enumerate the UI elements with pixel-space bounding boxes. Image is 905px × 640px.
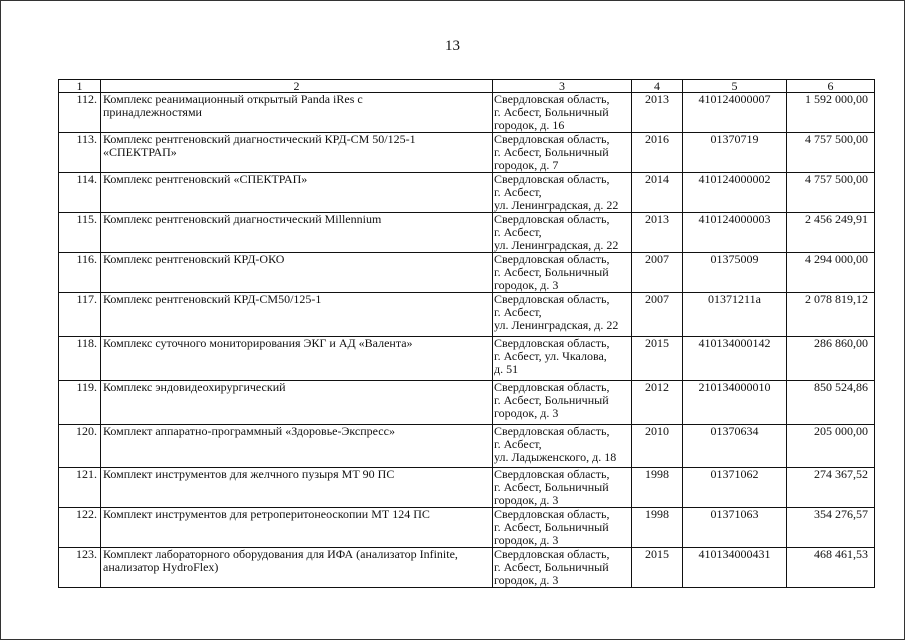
item-address-line: г. Асбест, Больничный — [494, 393, 609, 407]
item-year — [632, 253, 683, 293]
item-year-text: 2013 — [645, 212, 669, 226]
item-address — [493, 468, 632, 508]
item-inventory-number-text: 01370719 — [710, 132, 759, 146]
item-inventory-number — [683, 173, 787, 213]
col-header-4: 4 — [632, 80, 683, 93]
item-address-line: г. Асбест, Больничный — [494, 265, 609, 279]
item-name-line: Комплекс рентгеновский КРД-ОКО — [103, 252, 285, 266]
item-cost — [787, 93, 875, 133]
item-address — [493, 548, 632, 588]
item-address-line: г. Асбест, Больничный — [494, 480, 609, 494]
item-address-line: городок, д. 3 — [494, 533, 559, 547]
item-name-line: «СПЕКТРАП» — [103, 145, 177, 159]
row-number-text: 115. — [76, 212, 97, 226]
item-cost-text: 850 524,86 — [814, 380, 868, 394]
item-year — [632, 337, 683, 381]
item-address-line: д. 51 — [494, 362, 519, 376]
item-address-line: г. Асбест, Больничный — [494, 520, 609, 534]
item-cost-text: 4 757 500,00 — [805, 132, 868, 146]
table-row — [59, 253, 875, 293]
item-address-line: ул. Ленинградская, д. 22 — [494, 238, 619, 252]
item-inventory-number-text: 01370634 — [710, 424, 759, 438]
item-inventory-number — [683, 93, 787, 133]
table-row — [59, 93, 875, 133]
item-name — [101, 381, 493, 425]
item-name — [101, 293, 493, 337]
item-address-line: ул. Ленинградская, д. 22 — [494, 318, 619, 332]
table-body — [59, 93, 875, 588]
table-row — [59, 381, 875, 425]
item-inventory-number — [683, 293, 787, 337]
item-cost — [787, 508, 875, 548]
item-name — [101, 213, 493, 253]
item-address — [493, 253, 632, 293]
row-number — [59, 133, 101, 173]
item-name-line: Комплекс эндовидеохирургический — [103, 380, 286, 394]
item-inventory-number — [683, 381, 787, 425]
item-address-line: городок, д. 16 — [494, 118, 565, 132]
item-cost-text: 274 367,52 — [814, 467, 868, 481]
item-year-text: 2014 — [645, 172, 669, 186]
item-year-text: 1998 — [645, 467, 669, 481]
col-header-2: 2 — [101, 80, 493, 93]
row-number — [59, 548, 101, 588]
row-number-text: 123. — [76, 547, 97, 561]
item-cost — [787, 213, 875, 253]
row-number-text: 119. — [76, 380, 97, 394]
row-number-text: 118. — [76, 336, 97, 350]
row-number — [59, 381, 101, 425]
item-name — [101, 425, 493, 468]
item-address-line: г. Асбест, — [494, 437, 542, 451]
item-name — [101, 508, 493, 548]
item-name-line: Комплекс суточного мониторирования ЭКГ и АД «Валента» — [103, 336, 413, 350]
page-number: 13 — [445, 38, 460, 54]
table-row — [59, 508, 875, 548]
row-number — [59, 425, 101, 468]
item-address-line: городок, д. 3 — [494, 278, 559, 292]
table-row — [59, 213, 875, 253]
item-name-line: Комплекс рентгеновский диагностический КРД-СМ 50/125-1 — [103, 132, 416, 146]
item-address-line: Свердловская область, — [494, 252, 610, 266]
item-address-line: г. Асбест, — [494, 185, 542, 199]
item-year — [632, 213, 683, 253]
item-address-line: г. Асбест, ул. Чкалова, — [494, 349, 607, 363]
item-cost — [787, 468, 875, 508]
row-number-text: 113. — [76, 132, 97, 146]
item-cost-text: 4 294 000,00 — [805, 252, 868, 266]
item-inventory-number — [683, 133, 787, 173]
item-inventory-number-text: 01375009 — [710, 252, 759, 266]
row-number — [59, 293, 101, 337]
item-cost — [787, 133, 875, 173]
item-name — [101, 133, 493, 173]
item-year-text: 2007 — [645, 292, 669, 306]
item-inventory-number — [683, 508, 787, 548]
item-name — [101, 548, 493, 588]
item-address-line: ул. Ладыженского, д. 18 — [494, 450, 617, 464]
item-address-line: г. Асбест, Больничный — [494, 145, 609, 159]
item-year-text: 1998 — [645, 507, 669, 521]
item-inventory-number-text: 410124000002 — [698, 172, 771, 186]
item-year — [632, 425, 683, 468]
item-cost-text: 1 592 000,00 — [805, 92, 868, 106]
item-inventory-number — [683, 213, 787, 253]
item-address-line: Свердловская область, — [494, 132, 610, 146]
item-address — [493, 133, 632, 173]
item-year — [632, 93, 683, 133]
item-address — [493, 213, 632, 253]
table-row — [59, 293, 875, 337]
col-header-5: 5 — [683, 80, 787, 93]
item-name-line: анализатор HydroFlex) — [103, 560, 219, 574]
item-year-text: 2015 — [645, 336, 669, 350]
item-cost-text: 354 276,57 — [814, 507, 868, 521]
row-number-text: 117. — [76, 292, 97, 306]
item-year-text: 2016 — [645, 132, 669, 146]
col-header-3: 3 — [493, 80, 632, 93]
item-address-line: Свердловская область, — [494, 336, 610, 350]
item-name-line: Комплекс рентгеновский КРД-СМ50/125-1 — [103, 292, 322, 306]
row-number-text: 114. — [76, 172, 97, 186]
row-number — [59, 93, 101, 133]
item-name — [101, 93, 493, 133]
item-cost-text: 468 461,53 — [814, 547, 868, 561]
row-number — [59, 253, 101, 293]
item-year-text: 2007 — [645, 252, 669, 266]
item-name — [101, 173, 493, 213]
item-year-text: 2010 — [645, 424, 669, 438]
table-row — [59, 425, 875, 468]
item-address-line: Свердловская область, — [494, 212, 610, 226]
item-year-text: 2015 — [645, 547, 669, 561]
item-address-line: Свердловская область, — [494, 92, 610, 106]
row-number-text: 121. — [76, 467, 97, 481]
item-cost — [787, 173, 875, 213]
item-year — [632, 173, 683, 213]
item-address-line: Свердловская область, — [494, 380, 610, 394]
row-number-text: 116. — [76, 252, 97, 266]
table-row — [59, 548, 875, 588]
item-inventory-number — [683, 548, 787, 588]
item-address-line: городок, д. 3 — [494, 493, 559, 507]
item-name-line: Комплект лабораторного оборудования для ИФА (анализатор Infinite, — [103, 547, 458, 561]
row-number-text: 112. — [76, 92, 97, 106]
col-header-6: 6 — [787, 80, 875, 93]
item-name-line: Комплекс рентгеновский диагностический Millennium — [103, 212, 382, 226]
item-address-line: Свердловская область, — [494, 467, 610, 481]
item-address-line: Свердловская область, — [494, 507, 610, 521]
item-name-line: принадлежностями — [103, 105, 202, 119]
item-name — [101, 337, 493, 381]
row-number — [59, 468, 101, 508]
item-address — [493, 425, 632, 468]
item-inventory-number — [683, 425, 787, 468]
table-row — [59, 337, 875, 381]
row-number — [59, 213, 101, 253]
item-address-line: г. Асбест, — [494, 305, 542, 319]
item-inventory-number-text: 410124000007 — [698, 92, 771, 106]
item-name-line: Комплект инструментов для ретроперитонеоскопии МТ 124 ПС — [103, 507, 430, 521]
item-address-line: Свердловская область, — [494, 172, 610, 186]
item-name — [101, 253, 493, 293]
table-row — [59, 468, 875, 508]
item-cost-text: 4 757 500,00 — [805, 172, 868, 186]
item-inventory-number — [683, 468, 787, 508]
row-number — [59, 337, 101, 381]
item-name-line: Комплект аппаратно-программный «Здоровье-Экспресс» — [103, 424, 395, 438]
item-inventory-number — [683, 337, 787, 381]
item-cost — [787, 337, 875, 381]
item-address-line: г. Асбест, Больничный — [494, 560, 609, 574]
item-address — [493, 381, 632, 425]
item-cost-text: 286 860,00 — [814, 336, 868, 350]
table-header-row — [59, 80, 875, 93]
item-address-line: Свердловская область, — [494, 547, 610, 561]
row-number — [59, 173, 101, 213]
item-address-line: г. Асбест, — [494, 225, 542, 239]
item-cost-text: 2 456 249,91 — [805, 212, 868, 226]
item-name-line: Комплект инструментов для желчного пузыря МТ 90 ПС — [103, 467, 395, 481]
item-address-line: Свердловская область, — [494, 292, 610, 306]
item-cost-text: 2 078 819,12 — [805, 292, 868, 306]
item-address-line: городок, д. 3 — [494, 573, 559, 587]
table-row — [59, 173, 875, 213]
row-number-text: 122. — [76, 507, 97, 521]
item-inventory-number-text: 410124000003 — [698, 212, 771, 226]
item-address-line: ул. Ленинградская, д. 22 — [494, 198, 619, 212]
item-year — [632, 381, 683, 425]
item-inventory-number-text: 410134000431 — [698, 547, 771, 561]
table-row — [59, 133, 875, 173]
item-cost — [787, 381, 875, 425]
item-year-text: 2013 — [645, 92, 669, 106]
item-inventory-number-text: 01371063 — [710, 507, 759, 521]
item-year — [632, 468, 683, 508]
item-year — [632, 133, 683, 173]
item-address-line: городок, д. 3 — [494, 406, 559, 420]
item-year — [632, 508, 683, 548]
item-address — [493, 293, 632, 337]
item-year — [632, 293, 683, 337]
item-name-line: Комплекс рентгеновский «СПЕКТРАП» — [103, 172, 308, 186]
row-number-text: 120. — [76, 424, 97, 438]
item-inventory-number-text: 01371211а — [708, 292, 761, 306]
item-inventory-number — [683, 253, 787, 293]
item-address-line: г. Асбест, Больничный — [494, 105, 609, 119]
item-address — [493, 173, 632, 213]
item-address-line: городок, д. 7 — [494, 158, 559, 172]
row-number — [59, 508, 101, 548]
item-cost — [787, 293, 875, 337]
item-cost-text: 205 000,00 — [814, 424, 868, 438]
item-name — [101, 468, 493, 508]
item-address — [493, 508, 632, 548]
col-header-1: 1 — [59, 80, 101, 93]
item-address — [493, 337, 632, 381]
item-name-line: Комплекс реанимационный открытый Panda iRes с — [103, 92, 363, 106]
item-inventory-number-text: 01371062 — [710, 467, 759, 481]
item-inventory-number-text: 210134000010 — [698, 380, 771, 394]
item-address — [493, 93, 632, 133]
item-inventory-number-text: 410134000142 — [698, 336, 771, 350]
item-cost — [787, 253, 875, 293]
inventory-table — [58, 79, 875, 588]
item-cost — [787, 425, 875, 468]
item-cost — [787, 548, 875, 588]
item-year-text: 2012 — [645, 380, 669, 394]
item-year — [632, 548, 683, 588]
item-address-line: Свердловская область, — [494, 424, 610, 438]
